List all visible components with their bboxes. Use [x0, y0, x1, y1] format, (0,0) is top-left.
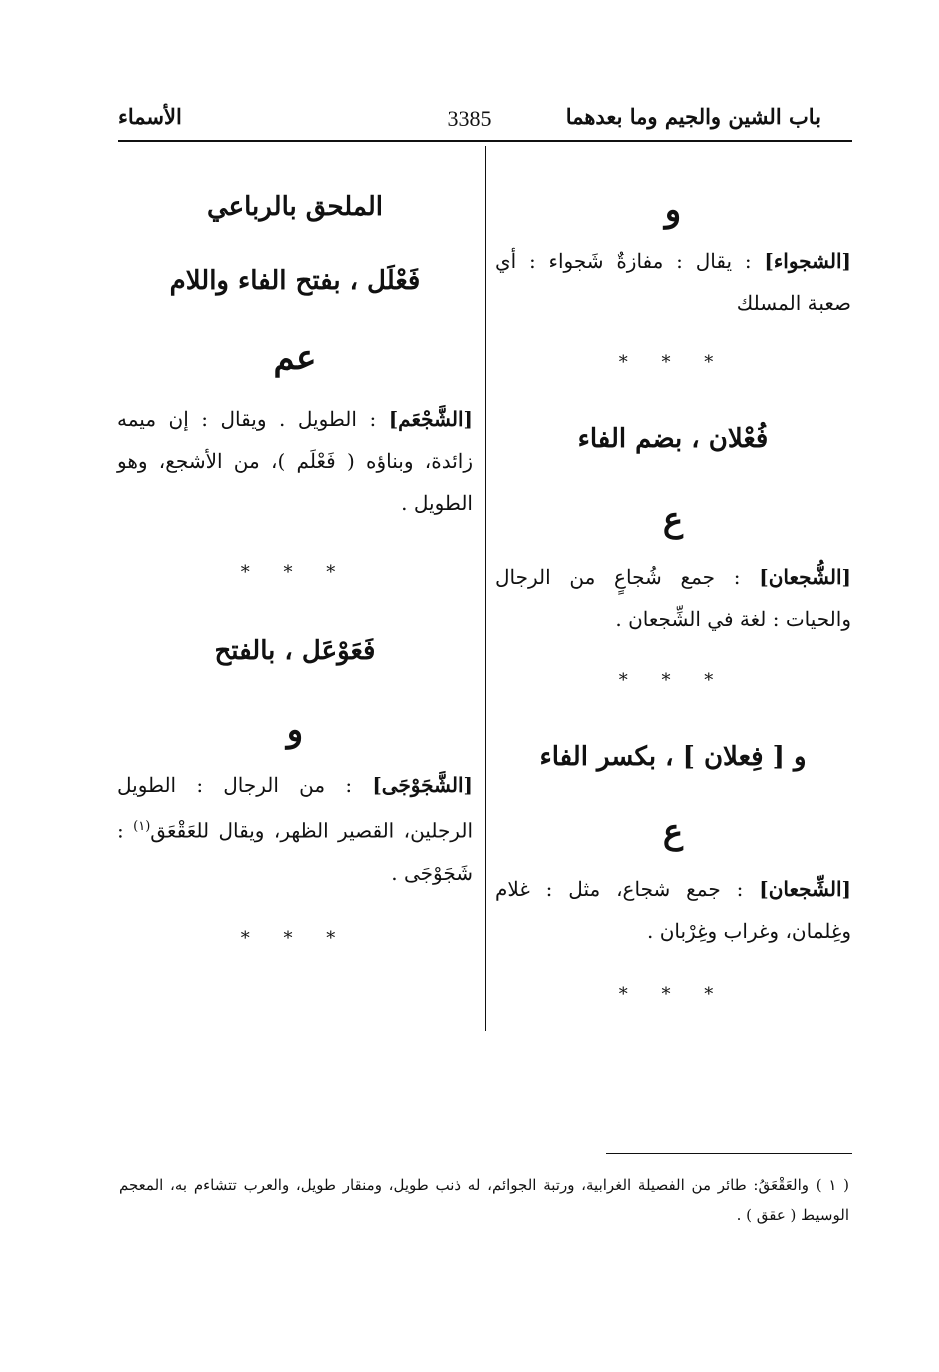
- entry-term: [الشَّجْعَم]: [388, 407, 474, 431]
- separator-stars: * * *: [618, 352, 728, 373]
- page-number: 3385: [447, 106, 492, 131]
- entry-text: : من الرجال : الطويل الرجلين، القصير الظهر، ويقال للعَقْعَق: [117, 773, 473, 843]
- entry-text: : جمع شجاع، مثل : غلام وغِلمان، وغراب وغِرْبان .: [495, 877, 851, 943]
- entry-shijan: [495, 868, 851, 952]
- root-waw: و: [664, 190, 682, 230]
- separator-stars: * * *: [240, 562, 350, 583]
- entry-term: [الشُّجعان]: [759, 565, 852, 589]
- footnote-ref[interactable]: (١): [133, 819, 151, 834]
- column-divider: [485, 146, 486, 1031]
- entry-text: : يقال : مفازةٌ شَجواء : أي صعبة المسلك: [495, 249, 851, 315]
- separator-stars: * * *: [240, 928, 350, 949]
- entry-term: [الشجواء]: [764, 249, 852, 273]
- separator-stars: * * *: [618, 670, 728, 691]
- header-rule: [118, 140, 852, 142]
- entry-shajwa: [495, 240, 851, 324]
- heading-mulhaq: الملحق بالرباعي: [206, 192, 384, 222]
- entry-shajawja: [117, 764, 473, 894]
- heading-fulan: فُعْلان ، بضم الفاء: [577, 424, 769, 454]
- section-title: الأسماء: [118, 104, 182, 129]
- footnote: ( ١ ) والعَقْعَقُ: طائر من الفصيلة الغرابية، ورتبة الجوائم، له ذنب طويل، ومنقار طويل، والعرب تتشاءم به، المعجم الوسيط ( عقق ) .: [119, 1176, 849, 1224]
- root-ain: ع: [662, 812, 684, 852]
- heading-fawal: فَعَوْعَل ، بالفتح: [214, 636, 376, 666]
- root-ajm: عم: [273, 338, 317, 378]
- entry-term: [الشَّجَوْجَى]: [372, 773, 474, 797]
- chapter-title: باب الشين والجيم وما بعدهما: [565, 104, 821, 129]
- root-waw: و: [286, 710, 304, 750]
- footnote-rule: [606, 1153, 852, 1154]
- heading-falal: فَعْلَل ، بفتح الفاء واللام: [169, 266, 421, 296]
- entry-text-after: : شَجَوْجَى .: [117, 818, 473, 885]
- root-ain: ع: [662, 500, 684, 540]
- entry-text: : جمع شُجاعٍ من الرجال والحيات : لغة في الشِّجعان .: [495, 565, 851, 631]
- entry-shajam: [117, 398, 473, 524]
- heading-filan: و [ فِعلان ] ، بكسر الفاء: [539, 742, 807, 772]
- entry-term: [الشِّجعان]: [759, 877, 852, 901]
- entry-text: : الطويل . ويقال : إن ميمه زائدة، وبناؤه ( فَعْلَم )، من الأشجع، وهو الطويل .: [117, 407, 473, 515]
- entry-shujan: [495, 556, 851, 640]
- separator-stars: * * *: [618, 984, 728, 1005]
